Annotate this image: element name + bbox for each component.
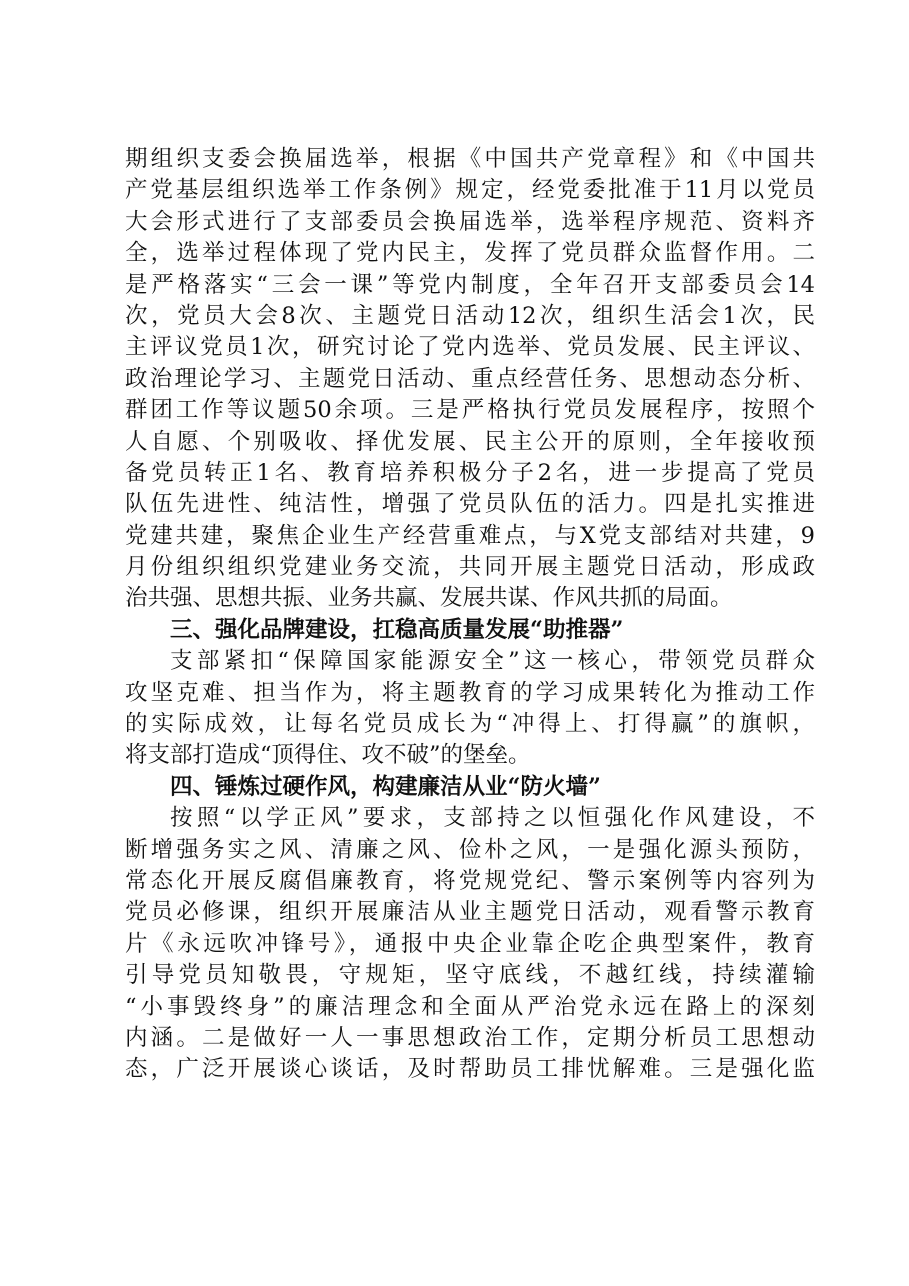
text-line: 支部紧扣“保障国家能源安全”这一核心，带领党员群众 [170,648,815,675]
text-line: 常态化开展反腐倡廉教育，将党规党纪、警示案例等内容列为 [125,867,815,894]
text-line: 党建共建，聚焦企业生产经营重难点，与X党支部结对共建，9 [125,522,815,549]
text-line: “小事毁终身”的廉洁理念和全面从严治党永远在路上的深刻 [125,993,815,1020]
text-line: 引导党员知敬畏，守规矩，坚守底线，不越红线，持续灌输 [125,962,815,989]
text-line: 政治理论学习、主题党日活动、重点经营任务、思想动态分析、 [125,365,815,392]
text-line: 将支部打造成“顶得住、攻不破”的堡垒。 [125,742,531,769]
text-line: 备党员转正1名、教育培养积极分子2名，进一步提高了党员 [125,459,815,486]
text-line: 治共强、思想共振、业务共赢、发展共谋、作风共抓的局面。 [125,585,733,612]
text-line: 次，党员大会8次、主题党日活动12次，组织生活会1次，民 [125,302,815,329]
paragraph-party-building [125,144,815,615]
text-line: 片《永远吹冲锋号》，通报中央企业靠企吃企典型案件，教育 [125,930,815,957]
text-line: 攻坚克难、担当作为，将主题教育的学习成果转化为推动工作 [125,679,815,706]
text-line: 月份组织组织党建业务交流，共同开展主题党日活动，形成政 [125,554,815,581]
text-line: 人自愿、个别吸收、择优发展、民主公开的原则，全年接收预 [125,428,815,455]
text-line: 党员必修课，组织开展廉洁从业主题党日活动，观看警示教育 [125,899,815,926]
text-line: 全，选举过程体现了党内民主，发挥了党员群众监督作用。二 [125,240,815,267]
text-line: 大会形式进行了支部委员会换届选举，选举程序规范、资料齐 [125,208,815,235]
text-line: 期组织支委会换届选举，根据《中国共产党章程》和《中国共 [125,146,815,172]
text-line: 断增强务实之风、清廉之风、俭朴之风，一是强化源头预防， [125,836,815,863]
text-line: 按照“以学正风”要求，支部持之以恒强化作风建设，不 [170,805,815,832]
paragraph-style [125,803,815,1086]
text-line: 队伍先进性、纯洁性，增强了党员队伍的活力。四是扎实推进 [125,491,815,518]
section-heading-style: 四、锤炼过硬作风，构建廉洁从业“防火墙” [170,773,601,800]
paragraph-brand [125,646,815,772]
text-line: 产党基层组织选举工作条例》规定，经党委批准于11月以党员 [125,177,815,204]
section-heading-brand: 三、强化品牌建设，扛稳高质量发展“助推器” [170,616,624,643]
text-line: 的实际成效，让每名党员成长为“冲得上、打得赢”的旗帜， [125,711,815,738]
text-line: 态，广泛开展谈心谈话，及时帮助员工排忧解难。三是强化监 [125,1056,815,1083]
text-line: 内涵。二是做好一人一事思想政治工作，定期分析员工思想动 [125,1024,815,1051]
document-body [125,144,815,1086]
text-line: 是严格落实“三会一课”等党内制度，全年召开支部委员会14 [125,271,815,298]
text-line: 主评议党员1次，研究讨论了党内选举、党员发展、民主评议、 [125,334,815,361]
text-line: 群团工作等议题50余项。三是严格执行党员发展程序，按照个 [125,397,815,424]
